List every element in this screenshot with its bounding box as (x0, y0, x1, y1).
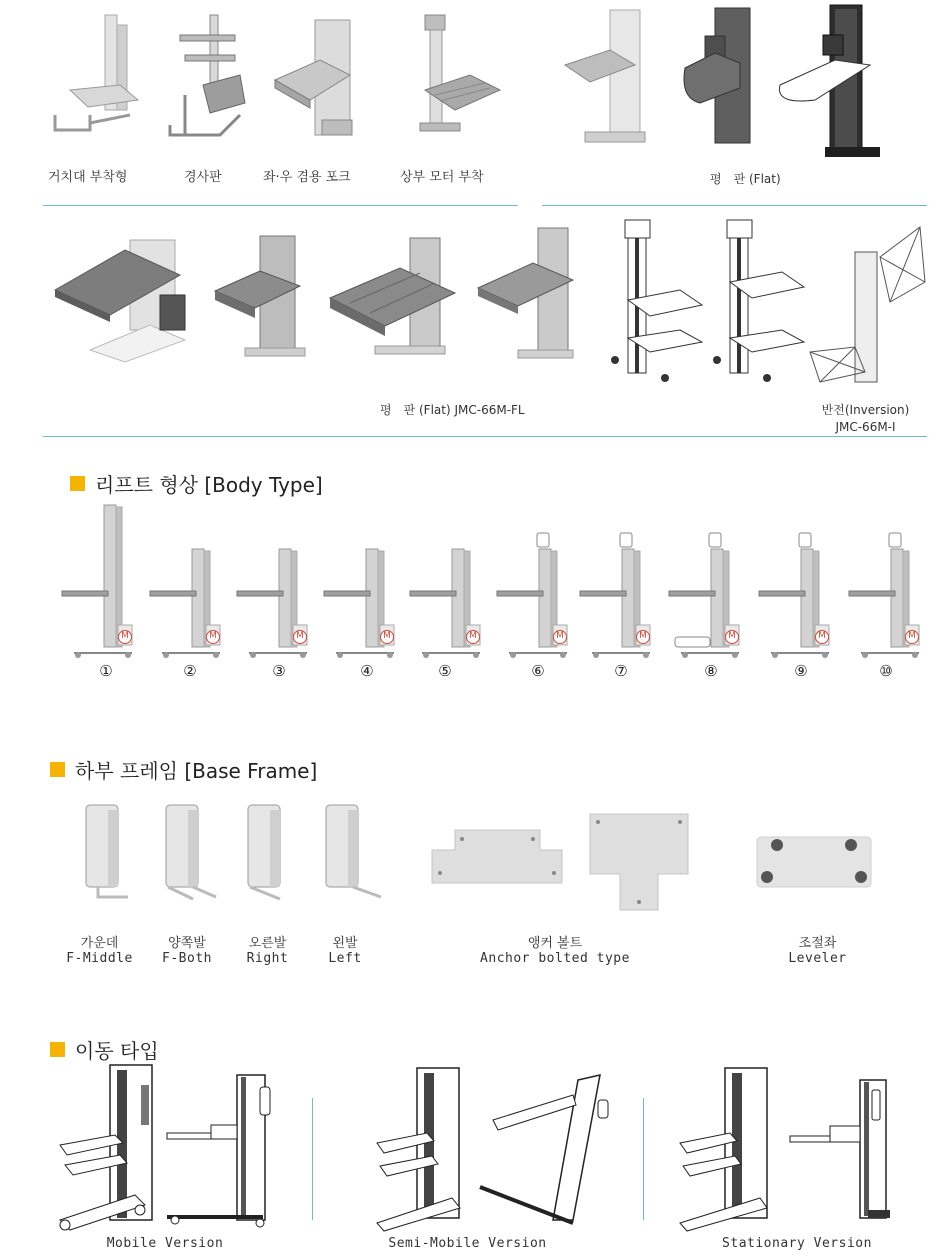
yellow-square-icon (50, 1042, 65, 1057)
motor-icon: M (466, 630, 480, 644)
move-type-title-text: 이동 타입 (75, 1039, 159, 1063)
cradle-attached-lift-image (50, 15, 145, 155)
flat-lift-image-b (680, 8, 765, 148)
base-frame-caption-ko: 조절좌 (798, 936, 837, 951)
yellow-square-icon (50, 762, 65, 777)
mobile-version-lift-image (55, 1065, 165, 1235)
caption-inversion-line2: JMC-66M-I (835, 420, 896, 434)
stationary-version-side-image (788, 1078, 893, 1223)
base-frame-caption-ko: 왼발 (332, 936, 358, 951)
flat-platform-image-a (55, 240, 190, 365)
version-divider-line (643, 1098, 644, 1220)
anchor-bolt-plate-image-b (588, 812, 690, 912)
lr-fork-lift-image (270, 20, 360, 145)
body-type-number: ⑤ (438, 662, 452, 680)
motor-icon: M (636, 630, 650, 644)
body-type-section-title (70, 469, 323, 498)
motor-icon: M (815, 630, 829, 644)
inversion-table-image-a (610, 220, 705, 380)
flat-lift-image-a (565, 10, 650, 150)
body-type-number: ⑧ (704, 662, 718, 680)
caption-tilting-plate: 경사판 (184, 170, 222, 185)
motor-icon: M (905, 630, 919, 644)
semi-mobile-version-lift-image (372, 1068, 477, 1233)
base-frame-caption-en: F-Both (162, 951, 212, 966)
body-type-number: ② (183, 662, 197, 680)
caption-inversion-line1: 반전(Inversion) (821, 403, 910, 417)
base-frame-caption-ko: 오른발 (248, 936, 287, 951)
body-type-number: ③ (272, 662, 286, 680)
body-type-number: ⑩ (879, 662, 893, 680)
caption-top-motor: 상부 모터 부착 (400, 170, 484, 185)
divider-rule (43, 205, 518, 206)
anchor-bolt-plate-image-a (430, 825, 565, 885)
flat-platform-image-c (330, 238, 465, 363)
caption-lr-fork: 좌·우 겸용 포크 (263, 170, 351, 185)
base-frame-caption-ko: 가운데 (80, 936, 119, 951)
base-frame-right-image (240, 805, 300, 900)
base-frame-both-image (158, 805, 218, 900)
inversion-rotating-image (810, 222, 925, 387)
base-frame-title-text: 하부 프레임 [Base Frame] (75, 759, 318, 783)
semi-mobile-version-side-image (478, 1075, 618, 1225)
top-motor-lift-image (410, 15, 505, 140)
inversion-table-image-b (712, 220, 807, 380)
motor-icon: M (725, 630, 739, 644)
body-type-number: ⑦ (614, 662, 628, 680)
motor-icon: M (118, 630, 132, 644)
base-frame-caption-en: F-Middle (66, 951, 133, 966)
motor-icon: M (380, 630, 394, 644)
caption-flat-model: 평 판 (Flat) JMC-66M-FL (380, 403, 525, 417)
version-divider-line (312, 1098, 313, 1220)
motor-icon: M (206, 630, 220, 644)
motor-icon: M (553, 630, 567, 644)
divider-rule (542, 205, 927, 206)
base-frame-section-title (50, 755, 317, 784)
flat-platform-image-d (478, 228, 578, 368)
caption-mobile-version: Mobile Version (106, 1236, 224, 1251)
yellow-square-icon (70, 476, 85, 491)
caption-flat: 평 판 (Flat) (710, 172, 781, 186)
flat-platform-image-b (215, 236, 310, 366)
body-type-number: ① (99, 662, 113, 680)
caption-semi-mobile-version: Semi-Mobile Version (388, 1236, 547, 1251)
base-frame-left-image (318, 805, 383, 900)
body-type-number: ⑥ (531, 662, 545, 680)
flat-lift-image-c (775, 5, 885, 165)
body-type-number: ⑨ (794, 662, 808, 680)
stationary-version-lift-image (675, 1068, 785, 1233)
caption-cradle-attached: 거치대 부착형 (48, 170, 128, 185)
base-frame-caption-ko: 앵커 볼트 (527, 936, 583, 951)
mobile-version-side-image (165, 1075, 280, 1230)
base-frame-caption-en: Leveler (788, 951, 847, 966)
base-frame-caption-en: Anchor bolted type (480, 951, 630, 966)
move-type-section-title (50, 1035, 159, 1064)
body-type-number: ④ (360, 662, 374, 680)
base-frame-caption-ko: 양쪽발 (168, 936, 206, 951)
base-frame-caption-en: Right (246, 951, 289, 966)
motor-icon: M (293, 630, 307, 644)
caption-stationary-version: Stationary Version (722, 1236, 872, 1251)
tilting-plate-lift-image (165, 15, 245, 140)
base-frame-caption-en: Left (328, 951, 362, 966)
base-frame-middle-image (78, 805, 133, 900)
leveler-plate-image (755, 835, 873, 890)
divider-rule (43, 436, 927, 437)
body-type-title-text: 리프트 형상 [Body Type] (95, 473, 323, 497)
